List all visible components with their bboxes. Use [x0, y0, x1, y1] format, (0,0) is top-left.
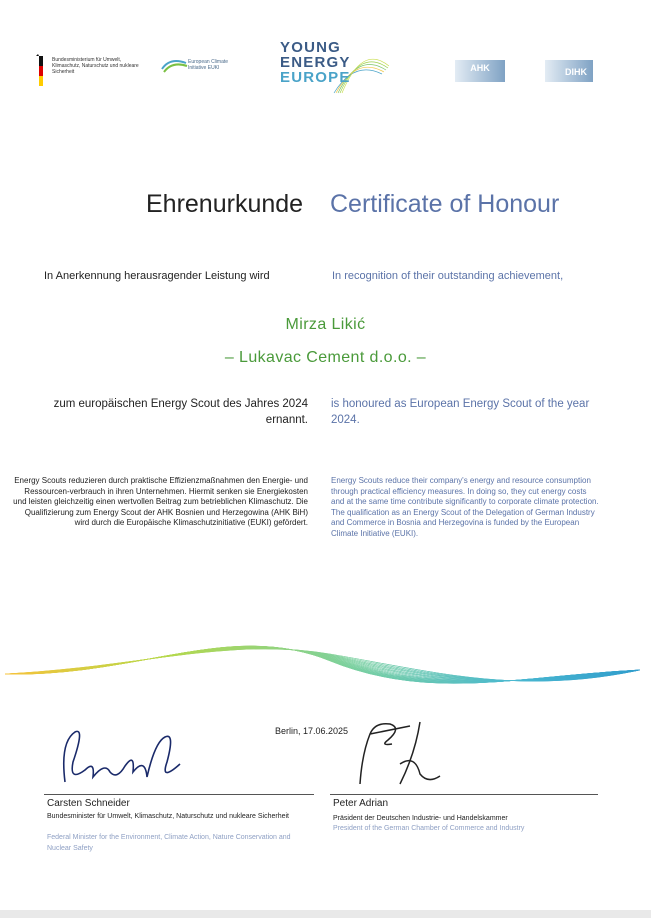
signer-1-role-german: Bundesminister für Umwelt, Klimaschutz, Naturschutz und nukleare Sicherheit [47, 813, 289, 820]
wave-line [5, 647, 640, 681]
honoured-german: zum europäischen Energy Scout des Jahres 2024 ernannt. [53, 398, 308, 426]
signer-2-role-german: Präsident der Deutschen Industrie- und Handelskammer [333, 815, 508, 822]
wave-line [5, 646, 640, 682]
dihk-logo [545, 60, 593, 82]
wave-line [5, 647, 640, 681]
wave-line [5, 646, 640, 682]
wave-line [5, 647, 640, 680]
wave-line [5, 647, 640, 681]
signer-1-name: Carsten Schneider [47, 798, 130, 809]
ahk-logo [455, 60, 505, 82]
young-energy-europe-logo [280, 40, 351, 85]
wave-line [5, 647, 640, 682]
ministry-logo-text: Bundesministerium für Umwelt, Klimaschutz, Naturschutz und nukleare Sicherheit [52, 57, 139, 75]
signature-line-2 [330, 794, 598, 795]
decorative-wave-graphic [0, 612, 651, 722]
signature-line-1 [44, 794, 314, 795]
wave-line [5, 646, 640, 682]
wave-line [5, 647, 640, 681]
recognition-english: In recognition of their outstanding achievement, [332, 270, 564, 282]
wave-line [5, 647, 640, 682]
signer-1-role-english: Federal Minister for the Environment, Climate Action, Nature Conservation and Nuclear Safety [47, 834, 291, 852]
wave-line [5, 647, 640, 682]
signature-peter-adrian [340, 714, 450, 794]
title-german: Ehrenurkunde [146, 190, 304, 218]
signing-date: Berlin, 17.06.2025 [275, 726, 349, 736]
wave-line [5, 647, 640, 680]
signer-2-role-english: President of the German Chamber of Commerce and Industry [333, 825, 525, 832]
recognition-german: In Anerkennung herausragender Leistung wird [44, 270, 270, 282]
recipient-company: – Lukavac Cement d.o.o. – [224, 349, 427, 366]
recipient-name: Mirza Likić [285, 316, 366, 333]
body-text-english: Energy Scouts reduce their company's energy and resource consumption through practical efficiency measures. In doing so, they cut energy costs and at the same time contribute significantly to corporate climate protection. The qualification as an Energy Scout of the Delegation of German Industry and Commerce in Bosnia and Herzegovina is funded by the European Climate Initiative (EUKI). [331, 476, 599, 538]
signer-2-name: Peter Adrian [333, 798, 389, 809]
wave-line [5, 646, 640, 682]
wave-line [5, 649, 640, 681]
dihk-label: DIHK [565, 67, 587, 77]
ye-line-1: YOUNG [280, 39, 342, 56]
ye-line-2: ENERGY [280, 54, 351, 71]
german-flag-icon [36, 54, 46, 92]
title-english: Certificate of Honour [330, 190, 560, 218]
ahk-label: AHK [470, 63, 490, 73]
body-text-german: Energy Scouts reduzieren durch praktische Effizienzmaßnahmen den Energie- und Ressourcen-verbrauch in ihren Unternehmen. Hiermit senken sie Energiekosten und leisten gleichzeitig einen wertvollen Beitrag zum betrieblichen Klimaschutz. Die Qualifizierung zum Energy Scout der AHK Bosnien und Herzegowina (AHK BiH) wird durch die Europäische Klimaschutzinitiative (EUKI) gefördert. [13, 476, 308, 528]
euki-logo-icon [160, 55, 190, 75]
ye-line-3: EUROPE [280, 69, 351, 86]
honoured-english: is honoured as European Energy Scout of the year 2024. [331, 398, 590, 426]
signature-carsten-schneider [55, 722, 195, 792]
wave-line [5, 647, 640, 682]
euki-logo-text: European Climate Initiative EUKI [188, 59, 229, 71]
